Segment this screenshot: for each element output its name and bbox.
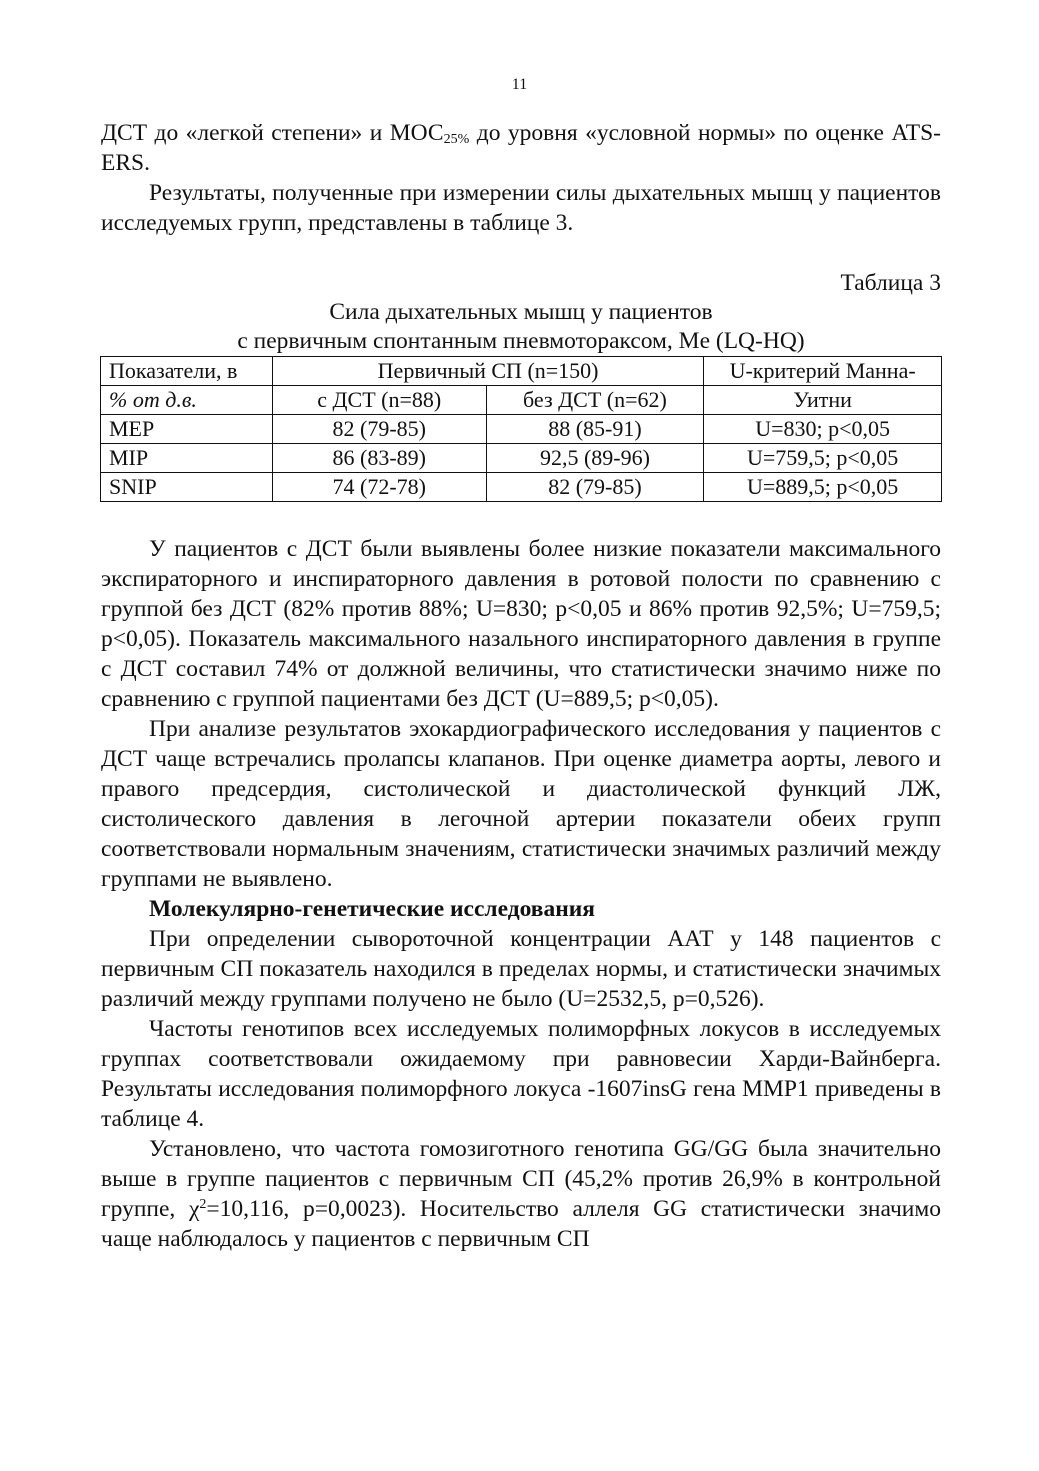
table-row (101, 444, 942, 473)
cell-u-test: U=830; p<0,05 (704, 415, 942, 444)
paragraph-intro-table: Результаты, полученные при измерении силы дыхательных мышц у пациентов исследуемых групп, представлены в таблице 3. (101, 180, 941, 236)
body-text (101, 534, 941, 1254)
paragraph-text: до уровня «условной нормы» по оценке ATS-ERS. (101, 120, 942, 176)
header-with-dst: с ДСТ (n=88) (272, 386, 486, 415)
cell-u-test: U=759,5; p<0,05 (704, 444, 942, 473)
page-number: 11 (511, 76, 528, 93)
header-indicator-unit: % от д.в. (101, 386, 273, 415)
table-header-row-1 (101, 357, 942, 386)
table-row (101, 415, 942, 444)
row-label: SNIP (101, 473, 273, 502)
cell-without-dst: 92,5 (89-96) (486, 444, 704, 473)
table-title-line-1: Сила дыхательных мышц у пациентов (329, 299, 713, 325)
row-label: MIP (101, 444, 273, 473)
paragraph-text: ДСТ до «легкой степени» и МОС (101, 120, 444, 146)
header-group: Первичный СП (n=150) (272, 357, 703, 386)
paragraph-echo: При анализе результатов эхокардиографического исследования у пациентов с ДСТ чаще встречались пролапсы клапанов. При оценке диаметра аорты, левого и правого предсердия, систолической и диастолической функций ЛЖ, систолического давления в легочной артерии показатели обеих групп соответствовали нормальным значениям, статистически значимых различий между группами не выявлено. (101, 716, 941, 892)
cell-without-dst: 88 (85-91) (486, 415, 704, 444)
paragraph-text: =10,116, p=0,0023). Носительство аллеля GG статистически значимо чаще наблюдалось у пациентов с первичным СП (101, 1196, 942, 1252)
header-indicator: Показатели, в (101, 357, 273, 386)
section-heading: Молекулярно-генетические исследования (149, 896, 596, 922)
cell-without-dst: 82 (79-85) (486, 473, 704, 502)
row-label: MEP (101, 415, 273, 444)
paragraph-genotypes: Частоты генотипов всех исследуемых полиморфных локусов в исследуемых группах соответствовали ожидаемому при равновесии Харди-Вайнберга. Результаты исследования полиморфного локуса -1607insG гена MMP1 приведены в таблице 4. (101, 1016, 941, 1132)
table-header-row-2 (101, 386, 942, 415)
table-row (101, 473, 942, 502)
subscript: 25% (443, 132, 470, 147)
respiratory-muscle-table (100, 356, 942, 502)
cell-u-test: U=889,5; p<0,05 (704, 473, 942, 502)
cell-with-dst: 74 (72-78) (272, 473, 486, 502)
paragraph-results: У пациентов с ДСТ были выявлены более низкие показатели максимального экспираторного и инспираторного давления в ротовой полости по сравнению с группой без ДСТ (82% против 88%; U=830; p<0,05 и 86% против 92,5%; U=759,5; p<0,05). Показатель максимального назального инспираторного давления в группе с ДСТ составил 74% от должной величины, что статистически значимо ниже по сравнению с группой пациентами без ДСТ (U=889,5; p<0,05). (101, 536, 941, 712)
header-u-test: U-критерий Манна- (704, 357, 942, 386)
table-title-line-2: с первичным спонтанным пневмотораксом, Me (LQ-HQ) (237, 328, 805, 354)
paragraph-continuation (101, 118, 941, 178)
cell-with-dst: 82 (79-85) (272, 415, 486, 444)
header-u-test-cont: Уитни (704, 386, 942, 415)
table-label: Таблица 3 (840, 270, 941, 296)
paragraph-homozygous (101, 1134, 941, 1254)
paragraph-text: Установлено, что частота гомозиготного генотипа GG/GG была значительно выше в группе пациентов с первичным СП (45,2% против 26,9% в контрольной группе, χ (101, 1136, 941, 1222)
header-without-dst: без ДСТ (n=62) (486, 386, 704, 415)
cell-with-dst: 86 (83-89) (272, 444, 486, 473)
paragraph-aat: При определении сывороточной концентрации ААТ у 148 пациентов с первичным СП показатель находился в пределах нормы, и статистически значимых различий между группами получено не было (U=2532,5, p=0,526). (101, 926, 941, 1012)
intro-text (101, 118, 941, 238)
superscript: 2 (199, 1197, 207, 1212)
